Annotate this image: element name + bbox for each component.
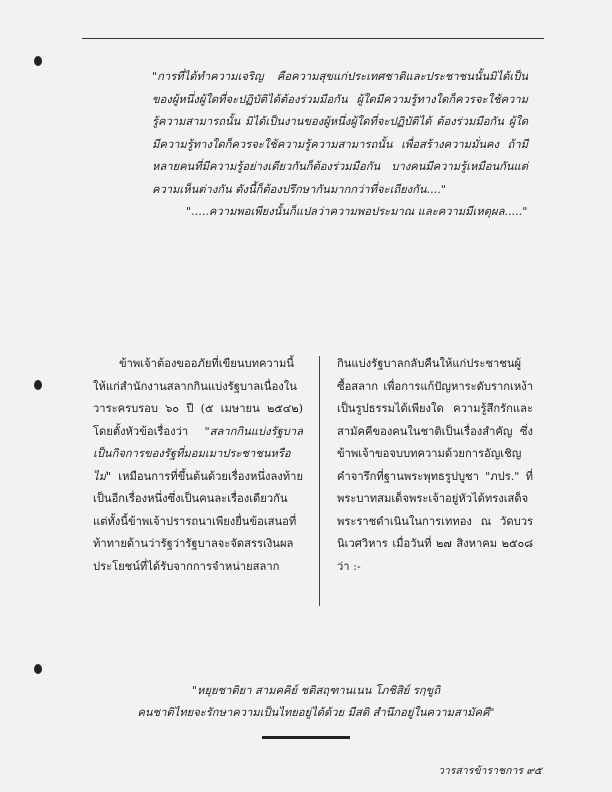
page-footer bbox=[438, 762, 542, 779]
top-rule bbox=[82, 38, 544, 39]
quote-paragraph-1: "การที่ได้ทำความเจริญ คือความสุขแก่ประเทศชาติและประชาชนนั้นมิได้เป็นของผู้หนึ่งผู้ใดที่จะปฏิบัติได้ต้องร่วมมือกัน ผู้ใดมีความรู้ทางใดก็ควรจะใช้ความรู้ความสามารถนั้น มิได้เป็นงานของผู้หนึ่งผู้ใดที่จะปฏิบัติได้ ต้องร่วมมือกัน ผู้ใดมีความรู้ทางใดก็ควรจะใช้ความรู้ความสามารถนั้น เพื่อสร้างความมั่นคง ถ้ามีหลายคนที่มีความรู้อย่างเดียวกันก็ต้องร่วมมือกัน บางคนมีความรู้เหมือนกันแต่ความเห็นต่างกัน ดังนี้ก็ต้องปรึกษากันมากกว่าที่จะเถียงกัน...." bbox=[152, 70, 528, 196]
inscription-thai: คนชาติไทยจะรักษาความเป็นไทยอยู่ได้ด้วย มีสติ สำนึกอยู่ในความสามัคคี" bbox=[137, 706, 495, 719]
punch-hole-middle bbox=[34, 380, 42, 390]
journal-name: วารสารข้าราชการ bbox=[438, 765, 524, 777]
inscription-pali: "หยุยชาติยา สามคคิย์ ชติสฤฑานเนน โภชิสิย์ รกฺขูถิ bbox=[191, 684, 441, 697]
page-number: ๙๕ bbox=[526, 765, 542, 777]
punch-hole-bottom bbox=[34, 664, 42, 674]
left-text-before: ข้าพเจ้าต้องขออภัยที่เขียนบทความนี้ให้แก่สำนักงานสลากกินแบ่งรัฐบาลเนื่องในวาระครบรอบ ๖๐ ปี (๕ เมษายน ๒๕๔๒) โดยตั้งหัวข้อเรื่องว่า bbox=[93, 357, 303, 438]
column-divider bbox=[319, 356, 320, 606]
article-title-quote: "สลากกินแบ่งรัฐบาลเป็นกิจการของรัฐที่มอมเมาประชาชนหรือไม่" bbox=[93, 424, 303, 483]
body-left-column bbox=[93, 353, 303, 578]
punch-hole-top bbox=[34, 56, 42, 66]
closing-inscription bbox=[96, 680, 536, 724]
left-text-after: เหมือนการที่ขึ้นต้นด้วยเรื่องหนึ่งลงท้ายเป็นอีกเรื่องหนึ่งซึ่งเป็นคนละเรื่องเดียวกัน แต่ทั้งนี้ข้าพเจ้าปรารถนาเพียงยื่นข้อเสนอที่ท้าทายด้านว่ารัฐว่ารัฐบาลจะจัดสรรเงินผลประโยชน์ที่ได้รับจากการจำหน่ายสลาก bbox=[93, 469, 303, 573]
closing-rule bbox=[262, 736, 350, 739]
right-column-paragraph: กินแบ่งรัฐบาลกลับคืนให้แก่ประชาชนผู้ซื้อสลาก เพื่อการแก้ปัญหาระดับรากเหง้าเป็นรูปธรรมได้เพียงใด ความรู้สึกรักและสามัคคีของคนในชาติเป็นเรื่องสำคัญ ซึ่งข้าพเจ้าขอจบบทความด้วยการอัญเชิญคำจารึกที่ฐานพระพุทธรูปบูชา "ภปร." ที่พระบาทสมเด็จพระเจ้าอยู่หัวได้ทรงเสด็จพระราชดำเนินในการเททอง ณ วัดบวรนิเวศวิหาร เมื่อวันที่ ๒๗ สิงหาคม ๒๕๐๘ ว่า :- bbox=[337, 357, 533, 573]
left-column-paragraph bbox=[93, 353, 303, 578]
royal-quote bbox=[152, 66, 528, 224]
body-right-column bbox=[337, 353, 533, 578]
quote-paragraph-2: ".....ความพอเพียงนั้นก็แปลว่าความพอประมาณ และความมีเหตุผล....." bbox=[186, 205, 528, 218]
